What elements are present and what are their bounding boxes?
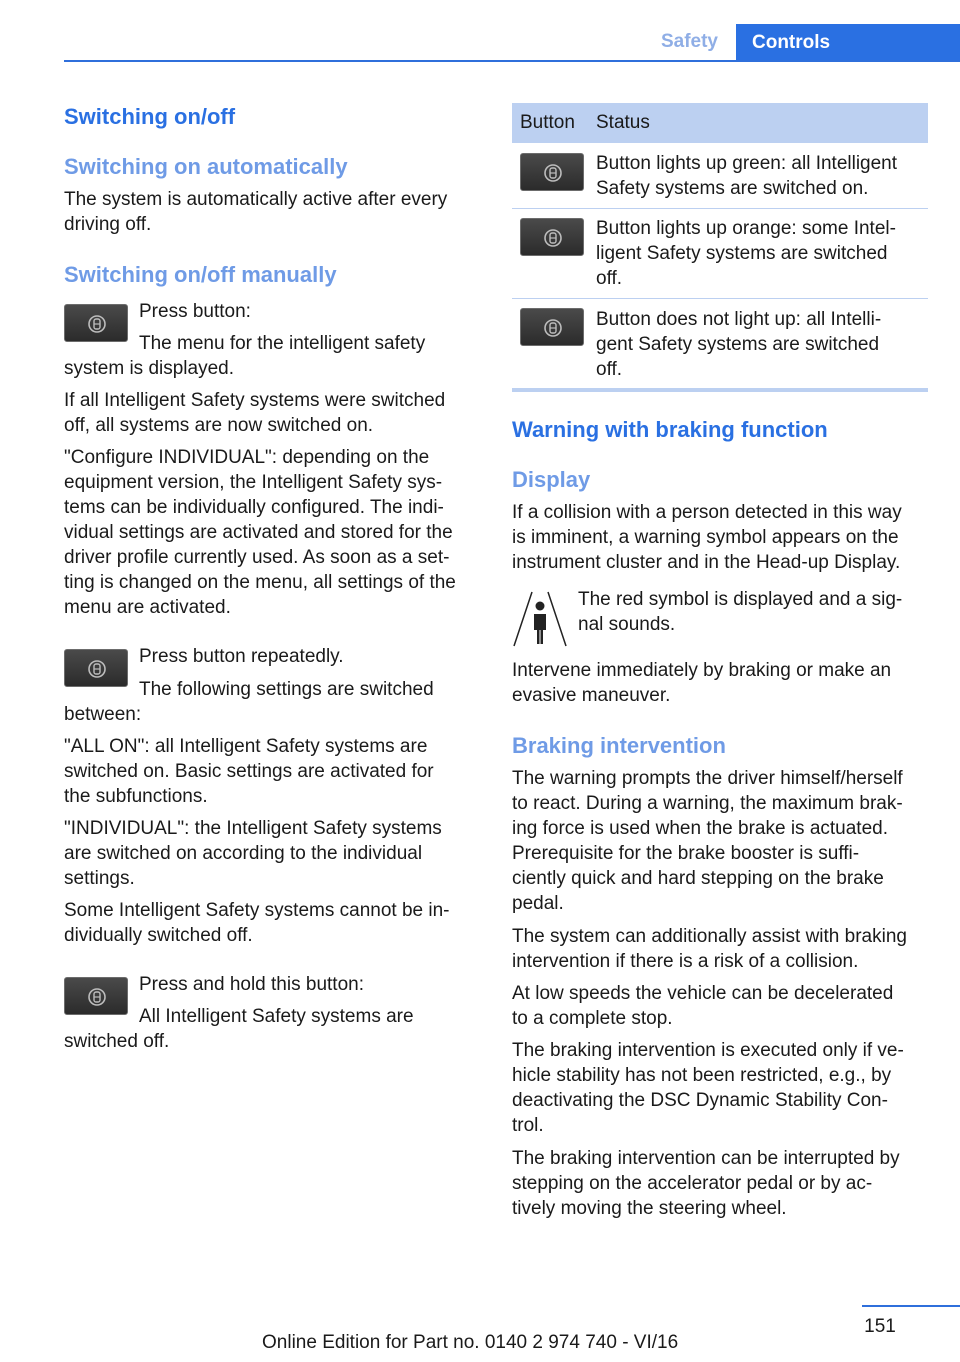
paragraph-executed: The braking intervention is executed only if ve- hicle stability has not been restricted, e.g., by deactivating the DSC Dynamic Stability Con- trol. (512, 1040, 904, 1136)
intelligent-safety-button-icon (64, 977, 128, 1015)
following-line1: The following settings are switched (139, 679, 434, 700)
column-header-button: Button (520, 112, 575, 133)
intelligent-safety-button-icon (64, 304, 128, 342)
paragraph-display: If a collision with a person detected in this way is imminent, a warning symbol appears on the instrument cluster and in the Head-up Display. (512, 502, 902, 573)
paragraph-low-speeds: At low speeds the vehicle can be decelerated to a complete stop. (512, 983, 894, 1029)
table-bottom-rule (512, 388, 928, 392)
page-number: 151 (864, 1316, 896, 1337)
table-header (512, 103, 928, 143)
paragraph-assist: The system can additionally assist with braking intervention if there is a risk of a collision. (512, 926, 907, 972)
page-header (0, 24, 960, 62)
header-chapter: Controls (736, 24, 960, 62)
press-button-text: Press button: (139, 301, 251, 322)
heading-switching-manually: Switching on/off manually (64, 262, 337, 287)
all-off-line1: All Intelligent Safety systems are (139, 1006, 414, 1027)
paragraph-warning-prompts: The warning prompts the driver himself/herself to react. During a warning, the maximum brak- ing force is used when the brake is actuated. Prerequisite for the brake booster is suffi- ciently quick and hard stepping on the brake pedal. (512, 768, 903, 914)
press-hold-text: Press and hold this button: (139, 974, 364, 995)
footer-rule (862, 1305, 960, 1307)
paragraph-interrupted: The braking intervention can be interrupted by stepping on the accelerator pedal or by ac- tively moving the steering wheel. (512, 1148, 900, 1219)
header-rule (64, 60, 960, 62)
paragraph-all-off: If all Intelligent Safety systems were switched off, all systems are now switched on. (64, 390, 446, 436)
footer-edition: Online Edition for Part no. 0140 2 974 740 - VI/16 (262, 1332, 679, 1353)
paragraph-individual: "INDIVIDUAL": the Intelligent Safety systems are switched on according to the individual settings. (64, 818, 442, 889)
intelligent-safety-button-icon (520, 153, 584, 191)
status-cell: Button lights up orange: some Intel- ligent Safety systems are switched off. (596, 218, 896, 289)
intelligent-safety-button-icon (520, 308, 584, 346)
all-off-line2: switched off. (64, 1031, 170, 1052)
press-repeatedly-text: Press button repeatedly. (139, 646, 344, 667)
paragraph-all-on: "ALL ON": all Intelligent Safety systems are switched on. Basic settings are activated for the subfunctions. (64, 736, 434, 807)
paragraph-some: Some Intelligent Safety systems cannot be in- dividually switched off. (64, 900, 450, 946)
menu-displayed-line1: The menu for the intelligent safety (139, 333, 426, 354)
heading-braking-intervention: Braking intervention (512, 733, 726, 758)
pedestrian-warning-icon (512, 590, 568, 648)
header-section: Safety (660, 31, 718, 52)
paragraph-intervene: Intervene immediately by braking or make an evasive maneuver. (512, 660, 892, 706)
red-symbol-text: The red symbol is displayed and a sig- nal sounds. (578, 589, 903, 635)
intelligent-safety-button-icon (520, 218, 584, 256)
heading-display: Display (512, 467, 591, 492)
row-divider (512, 298, 928, 299)
intelligent-safety-button-icon (64, 649, 128, 687)
following-line2: between: (64, 704, 142, 725)
paragraph-auto: The system is automatically active after every driving off. (64, 189, 448, 235)
heading-switching-on-automatically: Switching on automatically (64, 154, 348, 179)
heading-warning-braking: Warning with braking function (512, 417, 828, 442)
status-cell: Button lights up green: all Intelligent Safety systems are switched on. (596, 153, 898, 199)
menu-displayed-line2: system is displayed. (64, 358, 235, 379)
column-header-status: Status (596, 112, 650, 133)
row-divider (512, 208, 928, 209)
paragraph-configure: "Configure INDIVIDUAL": depending on the equipment version, the Intelligent Safety sys- tems can be individually configured. The indi- vidual settings are activated and stored for the driver profile currently used. As soon as a set- ting is changed on the menu, all settings of the menu are activated. (64, 447, 456, 618)
status-cell: Button does not light up: all Intelli- gent Safety systems are switched off. (596, 309, 882, 380)
heading-switching-on-off: Switching on/off (64, 104, 236, 129)
